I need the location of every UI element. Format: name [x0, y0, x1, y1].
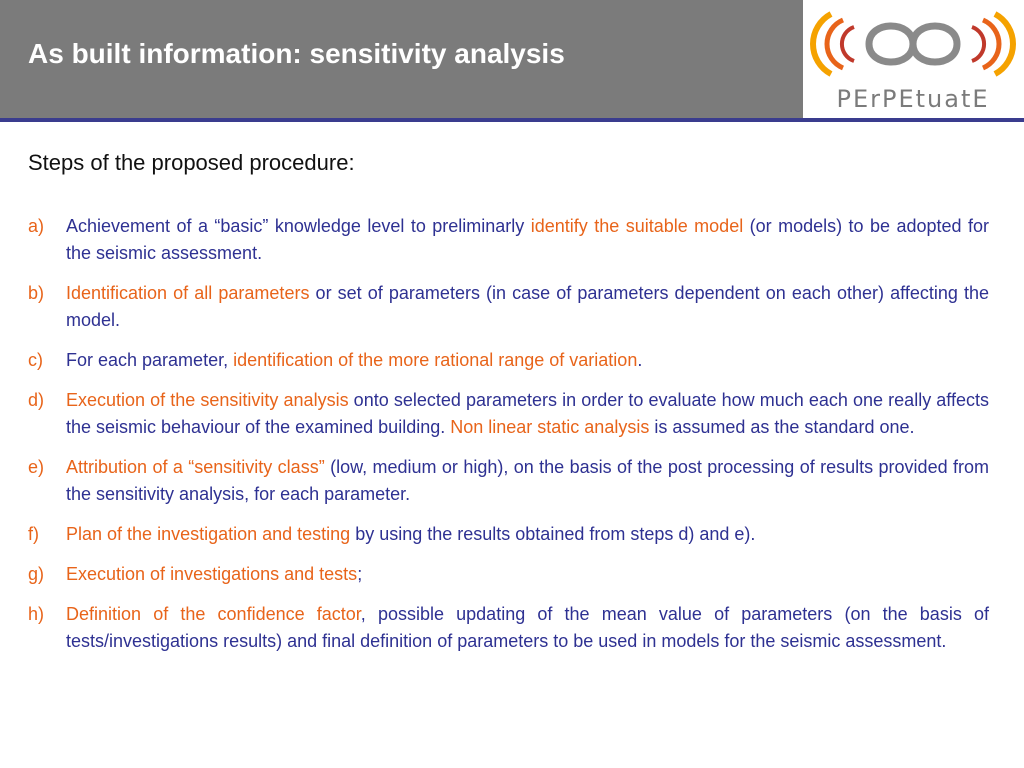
step-highlight: Attribution of a “sensitivity class” — [66, 457, 325, 477]
slide-title: As built information: sensitivity analysis — [28, 38, 565, 69]
step-text: by using the results obtained from steps d) and e). — [350, 524, 756, 544]
step-text: or set of parameters (in case of parameters dependent on each other) affecting the model. — [66, 283, 989, 330]
steps-list — [28, 213, 989, 668]
step-d — [28, 387, 989, 441]
step-marker: e) — [28, 457, 45, 477]
step-highlight: Definition of the confidence factor — [66, 604, 361, 624]
step-text: onto selected parameters in order to evaluate how much each one really affects the seismic behaviour of the examined building. — [66, 390, 989, 437]
step-marker: h) — [28, 604, 45, 624]
step-marker: f) — [28, 524, 39, 544]
logo-text: PErPEtuatE — [836, 85, 990, 113]
step-marker: c) — [28, 350, 43, 370]
step-highlight: Execution of the sensitivity analysis — [66, 390, 349, 410]
step-text: (low, medium or high), on the basis of the post processing of results provided from the sensitivity analysis, for each parameter. — [66, 457, 989, 504]
step-highlight: Execution of investigations and tests — [66, 564, 358, 584]
logo-box — [803, 0, 1024, 118]
perpetuate-logo — [803, 0, 1024, 118]
step-e — [28, 454, 989, 508]
step-highlight: Non linear static analysis — [450, 417, 650, 437]
step-highlight: identification of the more rational range of variation — [233, 350, 638, 370]
step-h — [28, 601, 989, 655]
step-a — [28, 213, 989, 267]
step-text: . — [637, 350, 643, 370]
step-highlight: identify the suitable model — [530, 216, 744, 236]
step-highlight: Plan of the investigation and testing — [66, 524, 351, 544]
step-marker: a) — [28, 216, 45, 236]
step-text: is assumed as the standard one. — [649, 417, 915, 437]
step-marker: g) — [28, 564, 45, 584]
step-g — [28, 561, 989, 588]
step-text: For each parameter, — [66, 350, 234, 370]
step-text: Achievement of a “basic” knowledge level to preliminarly — [66, 216, 531, 236]
header-divider — [0, 118, 1024, 122]
step-highlight: Identification of all parameters — [66, 283, 310, 303]
step-f — [28, 521, 989, 548]
step-b — [28, 280, 989, 334]
step-text: ; — [357, 564, 363, 584]
step-marker: b) — [28, 283, 45, 303]
step-text: , possible updating of the mean value of parameters (on the basis of tests/investigations results) and final definition of parameters to be used in models for the seismic assessment. — [66, 604, 989, 651]
subtitle: Steps of the proposed procedure: — [28, 150, 355, 175]
header-bar — [0, 0, 803, 118]
step-marker: d) — [28, 390, 45, 410]
step-text: (or models) to be adopted for the seismic assessment. — [66, 216, 989, 263]
step-c — [28, 347, 989, 374]
